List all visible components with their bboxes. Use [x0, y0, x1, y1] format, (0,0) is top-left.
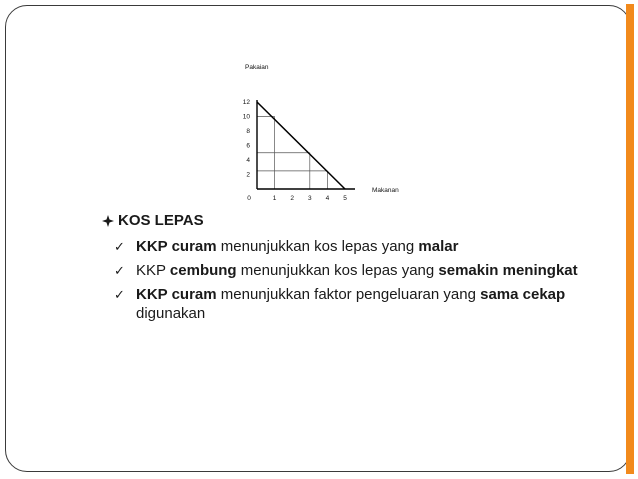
bullet-text — [136, 261, 612, 280]
y-tick-label: 8 — [246, 128, 250, 135]
diamond-bullet-icon — [102, 215, 114, 227]
x-tick-label: 3 — [307, 195, 312, 202]
x-tick-label: 5 — [343, 195, 347, 202]
y-axis-label: Pakaian — [245, 64, 269, 71]
x-tick-label: 1 — [272, 195, 277, 202]
text-run: KKP curam — [136, 286, 217, 303]
y-tick-label: 4 — [246, 157, 250, 164]
y-tick-label: 2 — [246, 171, 250, 179]
y-tick-label: 6 — [246, 142, 250, 150]
x-axis-label: Makanan — [372, 187, 399, 194]
text-run: menunjukkan kos lepas yang — [236, 262, 439, 279]
bullet-item — [102, 285, 612, 323]
y-tick-label: 12 — [242, 99, 250, 106]
bullet-item — [102, 261, 612, 280]
bullet-text — [136, 285, 612, 323]
x-tick-label: 0 — [247, 195, 251, 202]
text-run: KKP curam — [136, 238, 217, 255]
checkmark-icon: ✓ — [114, 263, 125, 278]
text-run: digunakan — [136, 305, 206, 322]
section-heading — [102, 212, 612, 229]
ppc-line — [257, 102, 345, 189]
x-tick-label: 2 — [290, 195, 295, 202]
bullet-list — [102, 237, 612, 323]
bullet-text — [136, 237, 612, 256]
text-run: menunjukkan kos lepas yang — [216, 238, 419, 255]
text-run: menunjukkan faktor pengeluaran yang — [216, 286, 481, 303]
heading-text: KOS LEPAS — [118, 212, 204, 229]
text-run: KKP — [136, 262, 170, 279]
checkmark-icon: ✓ — [114, 239, 125, 254]
text-run: sama cekap — [480, 286, 566, 303]
y-tick-label: 10 — [242, 113, 250, 121]
x-tick-label: 4 — [325, 195, 330, 202]
text-run: cembung — [169, 262, 237, 279]
bullet-item — [102, 237, 612, 256]
text-run: semakin meningkat — [438, 262, 578, 279]
text-run: malar — [418, 238, 459, 255]
checkmark-icon: ✓ — [114, 287, 125, 302]
slide-content — [102, 212, 612, 328]
